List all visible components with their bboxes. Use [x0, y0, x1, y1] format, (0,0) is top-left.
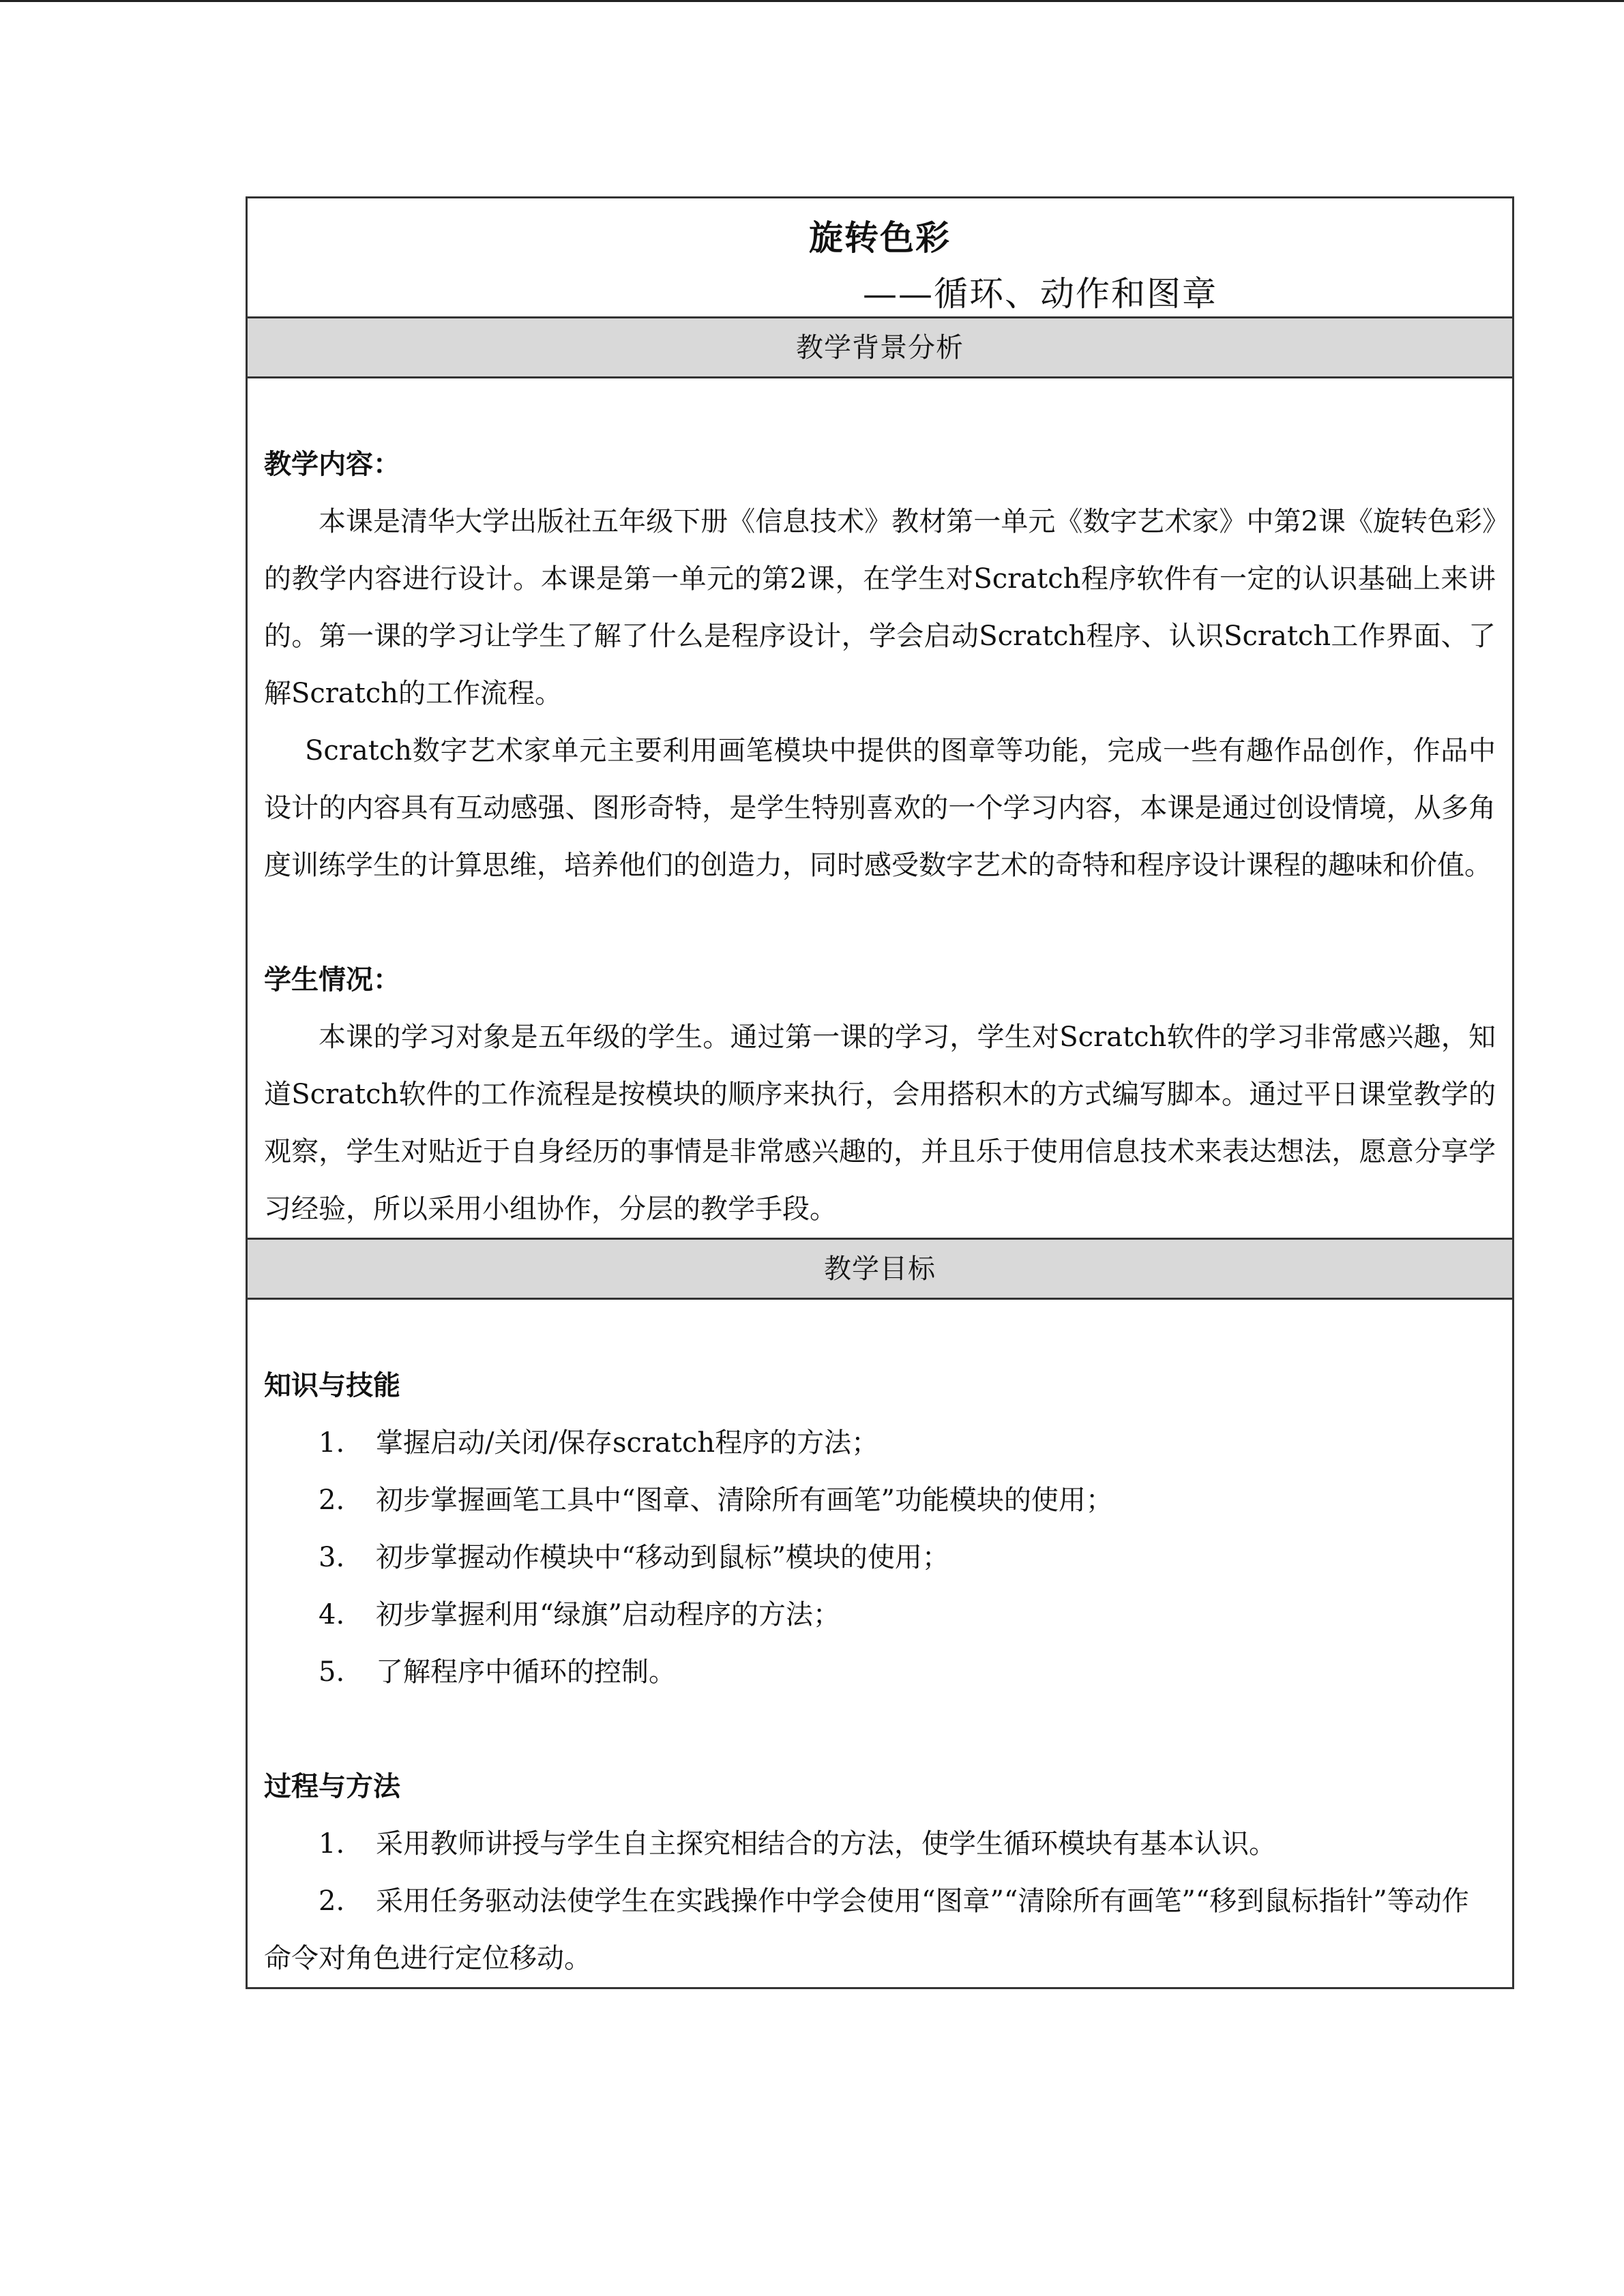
list-item-text: 初步掌握动作模块中“移动到鼠标”模块的使用；: [376, 1542, 949, 1573]
list-item-number: 2.: [319, 1485, 345, 1516]
blank-line: [264, 1300, 1496, 1357]
list-item-number: 1.: [319, 1427, 345, 1459]
list-item-number: 4.: [319, 1599, 345, 1630]
teaching-content-paragraph: 本课是清华大学出版社五年级下册《信息技术》教材第一单元《数字艺术家》中第2课《旋转色彩》的教学内容进行设计。本课是第一单元的第2课，在学生对Scratch程序软件有一定的认识基础上来讲的。第一课的学习让学生了解了什么是程序设计，学会启动Scratch程序、认识Scratch工作界面、了解Scratch的工作流程。: [264, 506, 1496, 709]
blank-line: [264, 894, 1496, 951]
list-item-number: 1.: [319, 1828, 345, 1860]
list-item: [264, 1586, 1496, 1643]
teaching-goals-cell: [248, 1300, 1512, 1987]
list-item: [264, 1643, 1496, 1701]
list-item-text: 掌握启动/关闭/保存scratch程序的方法；: [376, 1427, 879, 1459]
knowledge-skills-heading: 知识与技能: [264, 1369, 400, 1401]
lesson-title: 旋转色彩: [809, 218, 951, 258]
section-band-background: 教学背景分析: [248, 318, 1512, 378]
lesson-subtitle: ——循环、动作和图章: [863, 274, 1217, 314]
list-item: [264, 1529, 1496, 1586]
lesson-plan-table: [246, 196, 1514, 1989]
section-band-goals: 教学目标: [248, 1240, 1512, 1300]
page-top-border: [0, 0, 1624, 2]
title-row: [248, 198, 1512, 318]
knowledge-skills-list: [264, 1414, 1496, 1701]
list-item-text: 采用任务驱动法使学生在实践操作中学会使用“图章”“清除所有画笔”“移到鼠标指针”等动作命令对角色进行定位移动。: [264, 1885, 1469, 1974]
process-item: [264, 1815, 1496, 1873]
list-item: [264, 1472, 1496, 1529]
process-methods-heading: 过程与方法: [264, 1770, 400, 1802]
blank-line: [264, 1701, 1496, 1758]
teaching-content-paragraph: Scratch数字艺术家单元主要利用画笔模块中提供的图章等功能，完成一些有趣作品创作，作品中设计的内容具有互动感强、图形奇特，是学生特别喜欢的一个学习内容，本课是通过创设情境，从多角度训练学生的计算思维，培养他们的创造力，同时感受数字艺术的奇特和程序设计课程的趣味和价值。: [264, 735, 1496, 881]
student-situation-paragraph: 本课的学习对象是五年级的学生。通过第一课的学习，学生对Scratch软件的学习非常感兴趣，知道Scratch软件的工作流程是按模块的顺序来执行，会用搭积木的方式编写脚本。通过平日课堂教学的观察，学生对贴近于自身经历的事情是非常感兴趣的，并且乐于使用信息技术来表达想法，愿意分享学习经验，所以采用小组协作，分层的教学手段。: [264, 1022, 1496, 1225]
process-item: [264, 1873, 1496, 1987]
list-item-text: 采用教师讲授与学生自主探究相结合的方法，使学生循环模块有基本认识。: [376, 1828, 1276, 1860]
list-item-text: 了解程序中循环的控制。: [376, 1656, 676, 1688]
student-situation-heading: 学生情况：: [264, 964, 400, 996]
background-analysis-cell: [248, 378, 1512, 1240]
list-item-text: 初步掌握画笔工具中“图章、清除所有画笔”功能模块的使用；: [376, 1485, 1113, 1516]
teaching-content-heading: 教学内容：: [264, 448, 400, 480]
list-item: [264, 1414, 1496, 1472]
list-item-number: 3.: [319, 1542, 345, 1573]
list-item-number: 5.: [319, 1656, 345, 1688]
list-item-text: 初步掌握利用“绿旗”启动程序的方法；: [376, 1599, 840, 1630]
blank-line: [264, 378, 1496, 436]
list-item-number: 2.: [319, 1885, 345, 1917]
